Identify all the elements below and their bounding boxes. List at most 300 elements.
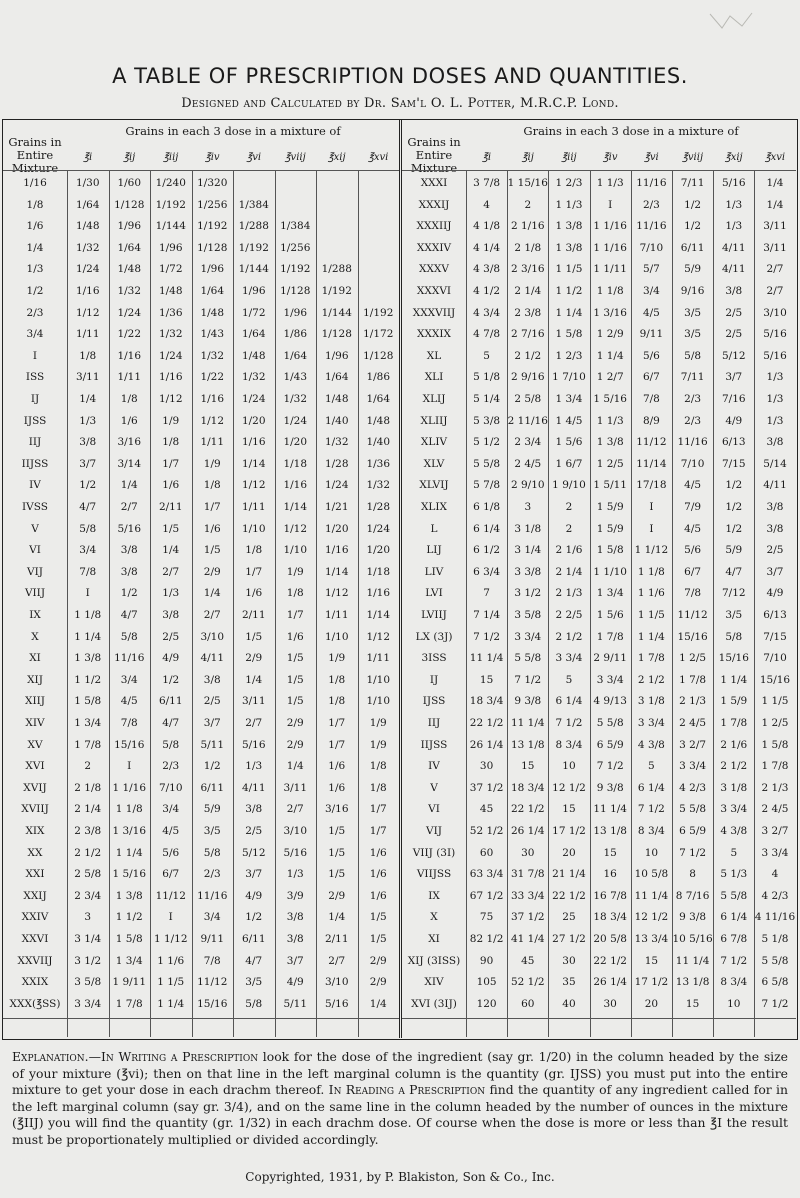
dose-cell: 1 7/8 [761,760,789,773]
dose-cell: 3/4 [162,803,180,816]
dose-cell: I [85,587,90,600]
dose-cell: 6/11 [680,241,705,254]
dose-cell: 7/12 [721,587,746,600]
dose-cell: 2/7 [203,609,221,621]
dose-cell: 3 3/8 [514,565,542,578]
dose-cell: 1/11 [366,652,391,665]
column-header: ℥ij [123,152,136,163]
dose-cell: 1/32 [366,479,391,492]
dose-cell: 4 7/8 [473,328,501,341]
dose-cell: 17 1/2 [634,976,669,989]
dose-cell: 1/96 [283,306,308,319]
dose-cell: 1/192 [321,285,352,297]
dose-cell: 5/6 [162,846,180,859]
column-header: ℥i [83,152,93,163]
dose-cell: 1/32 [324,436,349,449]
dose-cell: 3 3/4 [74,997,102,1010]
dose-cell: 5/8 [120,630,138,643]
dose-cell: 3/8 [286,911,304,924]
dose-cell: 1 5/8 [761,738,789,751]
dose-cell: 1/192 [363,306,394,319]
dose-cell: 52 1/2 [510,976,545,989]
dose-cell: 10 5/8 [634,868,669,881]
column-rule [275,170,276,1037]
dose-cell: 11/16 [114,652,145,665]
dose-cell: 60 [521,997,535,1010]
dose-cell: 1/3 [766,371,784,384]
dose-cell: 2 3/16 [510,263,545,276]
dose-cell: 5/16 [117,522,142,535]
dose-cell: 4 3/4 [473,306,501,319]
dose-cell: 1 1/4 [596,349,624,362]
dose-cell: 1/16 [117,349,142,362]
dose-cell: 2/11 [324,933,349,945]
dose-cell: 1/24 [158,349,183,362]
dose-cell: 1/128 [280,285,311,297]
dose-cell: 2/9 [286,717,304,729]
dose-cell: 21 1/4 [552,868,586,881]
dose-cell: 18 3/4 [593,911,627,924]
dose-cell: 4 9/13 [593,695,627,708]
dose-cell: 3/7 [766,565,784,578]
dose-cell: 4/9 [162,652,180,665]
row-quantity: XXXV [418,263,449,276]
dose-cell: 2 1/2 [555,630,583,643]
dose-cell: 1/48 [324,393,349,405]
dose-cell: 1 5/8 [115,933,143,945]
dose-cell: 1/18 [366,565,391,578]
dose-cell: 5 [565,673,573,686]
dose-cell: 1/8 [162,436,180,449]
dose-cell: 9/11 [200,933,225,945]
row-quantity: XVI [25,760,45,773]
dose-cell: 1/8 [245,544,263,557]
dose-cell: 1/5 [286,695,304,708]
dose-cell: 1 1/4 [555,306,583,319]
dose-cell: 1/12 [283,522,308,535]
dose-cell: 40 [562,997,576,1010]
dose-cell: 4/11 [200,652,225,665]
dose-cell: 5/6 [642,349,660,362]
column-rule [548,170,549,1037]
column-rule [507,170,508,1037]
column-header: ℥iij [561,152,577,163]
row-quantity: IIJ [427,717,441,729]
dose-cell: 1 5/6 [555,436,583,449]
dose-cell: 2/7 [328,954,346,967]
dose-cell: 90 [479,954,494,967]
dose-cell: 1 5/9 [720,695,748,708]
row-quantity: XXXVIIJ [412,306,456,319]
dose-cell: 1/32 [241,371,266,384]
dose-cell: 4 [771,868,779,881]
dose-cell: 8 3/4 [637,825,665,837]
dose-cell: 1/36 [158,306,183,319]
dose-cell: 1/72 [241,306,266,319]
row-quantity: XIV [25,717,45,729]
dose-cell: 4/5 [120,695,138,708]
dose-cell: 2 1/3 [555,587,583,600]
dose-cell: 1/8 [369,781,387,794]
dose-cell: 2/9 [369,954,387,967]
dose-cell: 1/2 [245,911,263,924]
dose-cell: 1/144 [238,263,269,276]
dose-cell: 1/36 [366,457,391,470]
dose-cell: 5/6 [684,544,702,557]
dose-cell: 5/8 [79,522,97,535]
row-quantity: XXI [25,868,45,881]
row-quantity: XLIIJ [420,414,448,427]
dose-cell: 1/72 [158,263,183,276]
dose-cell: 11/12 [197,976,228,989]
dose-cell: 2 1/8 [74,781,102,794]
dose-cell: 1/48 [75,220,100,233]
dose-cell: 1/4 [245,673,263,686]
dose-cell: 1/7 [162,457,180,470]
dose-cell: 1/21 [324,501,349,513]
dose-cell: 3/5 [725,609,743,621]
dose-cell: 11/14 [636,457,667,470]
dose-cell: 5 [730,846,738,859]
dose-cell: 1 1/5 [637,609,665,621]
dose-cell: 3/10 [763,306,787,319]
dose-cell: 4/11 [721,263,746,276]
dose-cell: 1/12 [241,479,266,492]
dose-cell: 31 7/8 [510,868,545,881]
dose-cell: 1/2 [725,479,743,492]
dose-cell: 7 1/2 [761,997,789,1010]
dose-cell: 1/64 [283,349,308,362]
dose-cell: 1/12 [158,393,183,405]
dose-cell: 1/4 [766,177,784,189]
dose-cell: 15 [685,997,700,1010]
dose-cell: 1/24 [283,414,308,427]
dose-cell: 22 1/2 [510,803,545,816]
dose-cell: 1 2/5 [596,457,624,470]
dose-cell: 15/16 [759,673,791,686]
dose-cell: 25 [562,911,576,924]
dose-cell: I [608,198,613,211]
writing-text: look for the dose of the ingredient (say gr. 1/20) in the column headed by the size of your mixture (℥vi); then on that line in the left marginal column is the quantity (gr. IJSS) you must put into the entire mixture to get your dose in each drachm thereof. [12,1049,788,1098]
row-quantity: VIJ [426,825,442,837]
row-quantity: XLIV [420,436,448,449]
dose-cell: 1/320 [197,177,228,189]
dose-cell: 15/16 [197,997,228,1010]
dose-cell: 1/16 [283,479,308,492]
dose-cell: 1/24 [366,522,391,535]
dose-cell: 3/11 [763,241,787,254]
row-quantity: X [31,630,39,643]
dose-cell: 1/128 [197,241,228,254]
dose-cell: 1 1/8 [596,285,624,297]
dose-cell: 1/10 [366,695,391,708]
dose-cell: 5/8 [245,997,263,1010]
dose-cell: 4/5 [162,825,180,837]
dose-cell: 1/9 [328,652,346,665]
dose-cell: 1/8 [203,479,221,492]
dose-cell: 22 1/2 [593,954,627,967]
dose-cell: 1/8 [328,673,346,686]
dose-cell: 7/8 [120,717,138,729]
dose-cell: 13 3/4 [634,933,669,945]
dose-cell: 1/288 [238,220,269,233]
dose-cell: 41 1/4 [510,933,545,945]
dose-cell: 10 [644,846,659,859]
dose-cell: 3 3/4 [637,717,665,729]
dose-cell: 30 [479,760,494,773]
dose-cell: 2 9/16 [510,371,545,384]
copyright-line: Copyrighted, 1931, by P. Blakiston, Son & Co., Inc. [245,1170,555,1184]
dose-cell: 1/16 [241,436,266,449]
dose-cell: 3 2/7 [761,825,789,837]
row-quantity: V [31,522,39,535]
dose-cell: 6/11 [200,781,225,794]
dose-cell: 1/16 [200,393,225,405]
dose-cell: 1/3 [725,198,743,211]
dose-cell: 2 3/8 [514,306,542,319]
dose-cell: 63 3/4 [469,868,504,881]
dose-cell: 5 1/8 [761,933,789,945]
dose-cell: 2/11 [241,609,266,621]
dose-cell: 1 3/8 [115,889,143,902]
dose-cell: 1/96 [200,263,225,276]
dose-cell: 1/6 [328,760,346,773]
dose-cell: 3 1/4 [514,544,542,557]
dose-cell: 11 1/4 [469,652,504,665]
row-quantity: XLVIJ [419,479,449,492]
dose-cell: 2/9 [286,738,304,751]
dose-cell: 7 1/2 [514,673,542,686]
reading-label: In Reading a Prescription [328,1082,486,1098]
dose-cell: 1/7 [245,565,263,578]
dose-cell: 5 7/8 [473,479,501,492]
dose-cell: 16 [603,868,617,881]
dose-cell: 1 7/8 [679,673,707,686]
row-quantity: XI [29,652,41,665]
dose-cell: 2 11/16 [507,414,548,427]
dose-cell: 1/6 [120,414,138,427]
dose-cell: 1/8 [328,695,346,708]
dose-cell: 13 1/8 [593,825,627,837]
row-quantity: IX [428,889,440,902]
dose-cell: 3 1/2 [514,587,542,600]
dose-cell: 1/192 [280,263,311,276]
dose-cell: 3/8 [120,565,138,578]
dose-cell: 1/7 [328,717,346,729]
dose-cell: 1/6 [328,781,346,794]
dose-cell: 1/9 [162,414,180,427]
row-quantity: IIJSS [21,457,49,470]
dose-cell: 1/18 [283,457,308,470]
dose-cell: 2/5 [245,825,263,837]
row-quantity: XLI [424,371,444,384]
row-quantity: XIV [424,976,444,989]
dose-cell: 15 [603,846,617,859]
row-quantity: ISS [25,371,45,384]
dose-cell: 3/5 [245,976,263,989]
row-quantity: X [430,911,438,924]
dose-cell: 1/240 [155,177,186,189]
dose-cell: 1 5/16 [593,393,627,405]
dose-cell: 1/3 [79,414,97,427]
dose-cell: 67 1/2 [469,889,504,902]
dose-cell: 2 1/6 [720,738,748,751]
dose-cell: 9/16 [680,285,705,297]
dose-cell: 1/16 [324,544,349,557]
dose-cell: 9/11 [639,328,664,341]
dose-cell: 4/9 [725,414,743,427]
dose-cell: 1 3/4 [596,587,624,600]
dose-cell: 10 [727,997,741,1010]
dose-cell: 27 1/2 [552,933,586,945]
row-quantity: IIJ [28,436,42,449]
dose-cell: 16 7/8 [593,889,627,902]
dose-cell: 1/43 [200,328,225,341]
dose-cell: 1 1/11 [593,263,627,276]
dose-cell: 1 1/4 [74,630,102,643]
dose-cell: 6 5/8 [761,976,789,989]
dose-cell: 7/10 [680,457,705,470]
dose-cell: 1 2/3 [555,177,583,189]
dose-cell: 4/5 [642,306,660,319]
dose-cell: 6 1/2 [473,544,501,557]
dose-cell: 2/7 [245,717,263,729]
dose-cell: 1 1/8 [74,609,102,621]
dose-cell: 2 5/8 [74,868,102,881]
dose-cell: 1 1/2 [74,673,102,686]
dose-cell: 1/5 [328,846,346,859]
dose-cell: 15/16 [114,738,145,751]
dose-cell: 1 3/4 [74,717,102,729]
dose-cell: 4/9 [766,587,784,600]
dose-cell: 1/12 [366,630,391,643]
dose-cell: 5/16 [283,846,308,859]
dose-cell: 1/5 [245,630,263,643]
dose-cell: 1/11 [200,436,225,449]
dose-cell: 5/8 [203,846,221,859]
dose-cell: 11/16 [197,889,228,902]
dose-cell: 4 3/8 [637,738,665,751]
dose-cell: 2 4/5 [679,717,707,729]
dose-cell: 3/7 [725,371,743,384]
dose-cell: 5 [483,349,490,362]
dose-cell: 2/3 [684,414,702,427]
column-header: ℥xvi [368,152,389,163]
dose-cell: 1 2/5 [761,717,789,729]
dose-cell: 6 3/4 [473,565,501,578]
dose-cell: 4/9 [286,976,304,989]
dose-cell: 2 1/6 [555,544,583,557]
dose-cell: 2 1/3 [761,781,789,794]
dose-cell: 1 5/16 [112,868,147,881]
dose-cell: 2 4/5 [514,457,542,470]
dose-cell: 1 3/16 [593,306,627,319]
dose-cell: 5 5/8 [514,652,542,665]
dose-cell: 1/144 [321,306,352,319]
dose-cell: 15 [479,673,494,686]
dose-cell: 1/48 [241,349,266,362]
dose-cell: 1/86 [366,371,391,384]
dose-cell: 2/7 [766,285,784,297]
dose-cell: 8 3/4 [555,738,583,751]
column-rule [466,170,467,1037]
row-quantity: LIV [424,565,444,578]
dose-cell: 1/5 [369,933,387,945]
dose-cell: I [649,522,654,535]
row-quantity: IJSS [422,695,446,708]
explanation-dash: — [88,1049,102,1064]
dose-cell: 2 9/10 [510,479,545,492]
dose-cell: 3/8 [203,673,221,686]
dose-cell: 3 5/8 [74,976,102,989]
explanation-paragraph [12,1049,788,1149]
dose-cell: 1/2 [120,587,138,600]
dose-cell: 1 5/6 [596,609,624,621]
dose-cell: 1/192 [197,220,228,233]
dose-cell: 6 1/4 [473,522,501,535]
dose-cell: 1/192 [155,198,186,211]
dose-cell: 2/9 [203,565,221,578]
dose-cell: 1/128 [363,349,394,362]
dose-cell: 1/4 [369,997,387,1010]
dose-cell: 1 3/4 [555,393,583,405]
column-header: ℥ij [521,152,534,163]
row-quantity: 1/4 [26,241,44,254]
dose-cell: 1/22 [200,371,225,384]
column-header: ℥xvi [764,152,786,163]
dose-cell: 5 1/4 [473,393,501,405]
dose-cell: 1/32 [117,285,142,297]
dose-cell: 2 9/11 [593,652,627,665]
dose-cell: 8 3/4 [720,976,748,989]
row-quantity: XX [27,846,43,859]
row-quantity: LX (3J) [415,630,453,643]
dose-cell: 1 1/5 [157,976,185,989]
row-quantity: 3/4 [26,328,44,341]
dose-cell: 1/5 [203,544,221,557]
dose-cell: 3/16 [324,803,349,816]
dose-cell: 1/11 [117,371,142,384]
dose-cell: 15 [644,954,659,967]
dose-cell: 7/11 [680,371,705,384]
corner-mark [708,10,754,32]
dose-cell: 1/48 [366,414,391,427]
dose-cell: 1/128 [321,328,352,341]
dose-cell: 1/2 [162,673,180,686]
dose-cell: 2 1/4 [514,285,542,297]
dose-cell: 1/28 [324,457,349,470]
dose-cell: 60 [479,846,494,859]
dose-cell: 10 5/16 [672,933,713,945]
column-rule [192,170,193,1037]
dose-cell: 1/96 [324,349,349,362]
row-quantity: I [32,349,38,362]
row-quantity: IIJSS [420,738,448,751]
row-quantity: XXXVI [416,285,452,297]
dose-cell: 4/7 [162,717,180,729]
dose-cell: 7 1/2 [679,846,707,859]
row-quantity: XXXIV [416,241,452,254]
dose-cell: 6 1/4 [720,911,748,924]
row-quantity: V [430,781,438,794]
dose-cell: 3 1/8 [720,781,748,794]
dose-cell: 12 1/2 [634,911,669,924]
row-quantity: VIIJ [24,587,46,600]
dose-cell: 3/11 [241,695,266,708]
row-quantity: XVIIJ [21,803,49,816]
dose-cell: 3/9 [286,889,304,902]
dose-cell: 1/3 [286,868,304,881]
